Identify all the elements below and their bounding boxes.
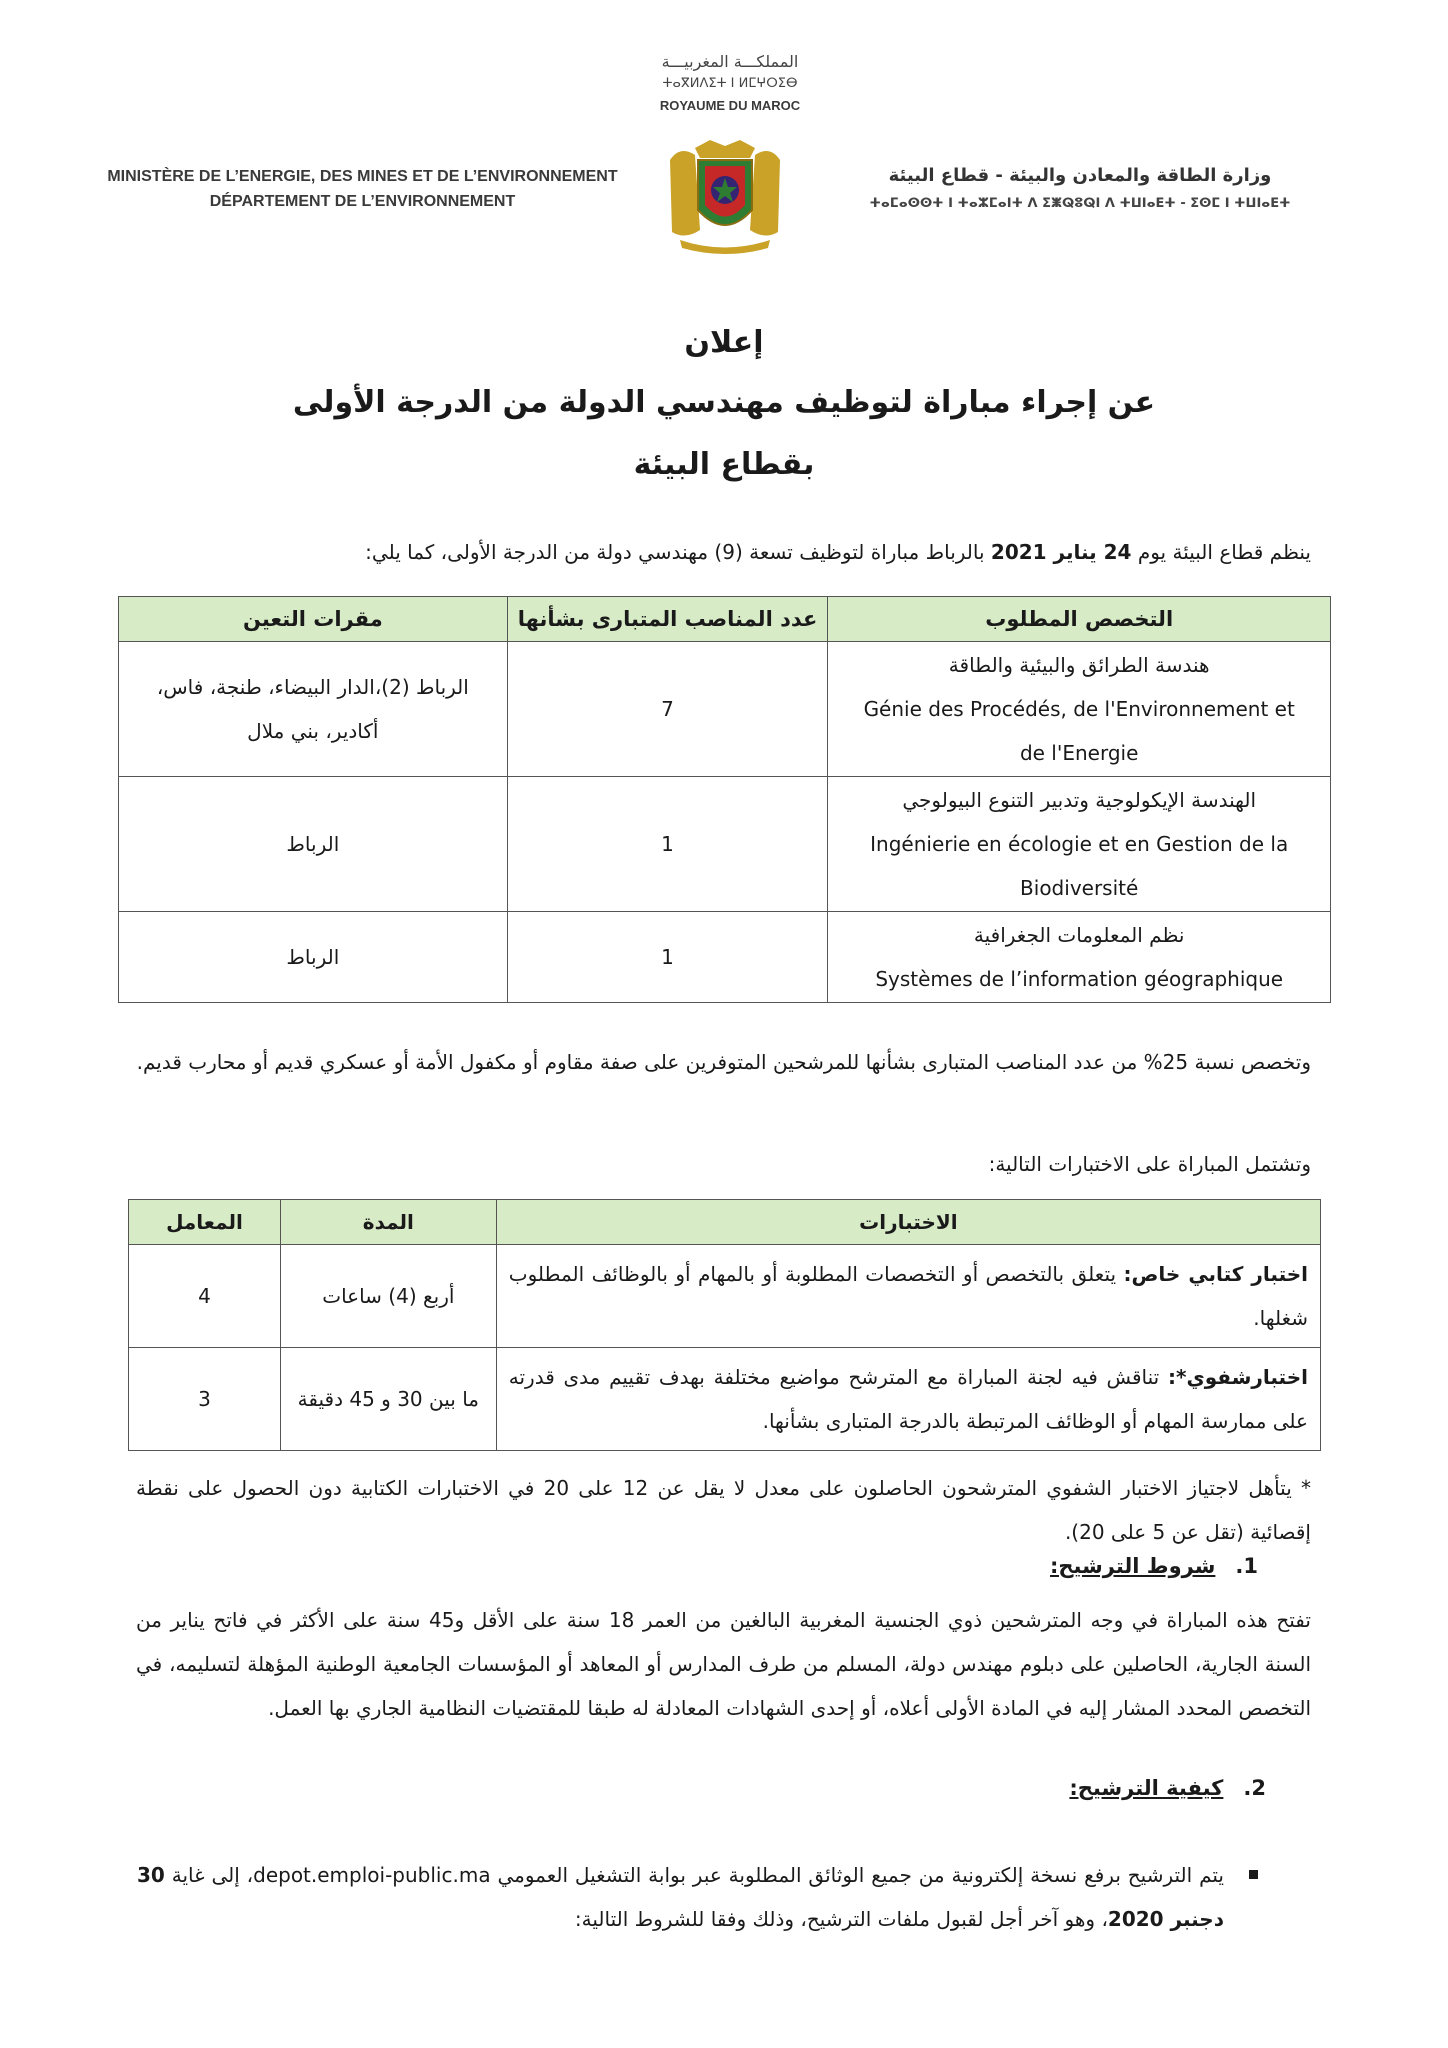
positions-table-header (119, 597, 1331, 642)
table-row (129, 1348, 1321, 1451)
header-duration: المدة (280, 1200, 496, 1245)
location-cell: الرباط (119, 912, 508, 1003)
coat-of-arms-emblem (660, 140, 790, 255)
count-cell: 7 (507, 642, 828, 777)
bullet-icon (1249, 1870, 1258, 1879)
specialty-cell: نظم المعلومات الجغرافية Systèmes de l’information géographique (828, 912, 1331, 1003)
exams-table (128, 1199, 1321, 1451)
oral-exam-footnote: * يتأهل لاجتياز الاختبار الشفوي المترشحون الحاصلون على معدل لا يقل عن 12 على 20 في الاختبارات الكتابية دون الحصول على نقطة إقصائية (تقل عن 5 على 20). (136, 1476, 1311, 1544)
deadline-date: 30 دجنبر 2020 (137, 1863, 1224, 1931)
duration-cell: أربع (4) ساعات (280, 1245, 496, 1348)
ministry-ar: وزارة الطاقة والمعادن والبيئة - قطاع البيئة (888, 165, 1272, 186)
exams-table-header (129, 1200, 1321, 1245)
ministry-fr-line2: DÉPARTEMENT DE L’ENVIRONNEMENT (209, 193, 516, 210)
table-row (129, 1245, 1321, 1348)
header-specialty: التخصص المطلوب (828, 597, 1331, 642)
table-row (119, 912, 1331, 1003)
intro-date: 24 يناير 2021 (990, 540, 1132, 564)
section1-heading: 1.شروط الترشيح: (1050, 1554, 1258, 1578)
exam-cell: اختبار كتابي خاص: يتعلق بالتخصص أو التخصصات المطلوبة أو بالمهام أو بالوظائف المطلوب شغلها. (496, 1245, 1320, 1348)
specialty-cell: هندسة الطرائق والبيئية والطاقة Génie des Procédés, de l'Environnement et de l'Energie (828, 642, 1331, 777)
specialty-cell: الهندسة الإيكولوجية وتدبير التنوع البيولوجي Ingénierie en écologie et en Gestion de la Biodiversité (828, 777, 1331, 912)
exams-intro: وتشتمل المباراة على الاختبارات التالية: (988, 1152, 1311, 1176)
announcement-subtitle: عن إجراء مباراة لتوظيف مهندسي الدولة من الدرجة الأولى (292, 385, 1156, 420)
location-cell: الرباط (119, 777, 508, 912)
intro-paragraph: ينظم قطاع البيئة يوم 24 يناير 2021 بالرباط مباراة لتوظيف تسعة (9) مهندسي دولة من الدرجة الأولى، كما يلي: (365, 540, 1311, 564)
section2-heading: 2.كيفية الترشيح: (1069, 1776, 1266, 1800)
header-exams: الاختبارات (496, 1200, 1320, 1245)
positions-table (118, 596, 1331, 1003)
announcement-title: إعلان (684, 325, 764, 360)
duration-cell: ما بين 30 و 45 دقيقة (280, 1348, 496, 1451)
coefficient-cell: 4 (129, 1245, 281, 1348)
exam-cell: اختبارشفوي*: تناقش فيه لجنة المباراة مع المترشح مواضيع مختلفة بهدف تقييم مدى قدرته على ممارسة المهام أو الوظائف المرتبطة بالدرجة المتبارى بشأنها. (496, 1348, 1320, 1451)
count-cell: 1 (507, 777, 828, 912)
location-cell: الرباط (2)،الدار البيضاء، طنجة، فاس، أكادير، بني ملال (119, 642, 508, 777)
table-row (119, 642, 1331, 777)
header-count: عدد المناصب المتبارى بشأنها (507, 597, 828, 642)
header-coefficient: المعامل (129, 1200, 281, 1245)
section2-bullet-text: يتم الترشيح برفع نسخة إلكترونية من جميع الوثائق المطلوبة عبر بوابة التشغيل العمومي depot.emploi-public.ma، إلى غاية 30 دجنبر 2020، وهو آخر أجل لقبول ملفات الترشيح، وذلك وفقا للشروط التالية: (137, 1863, 1224, 1931)
kingdom-tifinagh: ⵜⴰⴳⵍⴷⵉⵜ ⵏ ⵍⵎⵖⵔⵉⴱ (662, 76, 798, 91)
kingdom-fr: ROYAUME DU MAROC (659, 98, 801, 113)
ministry-fr-line1: MINISTÈRE DE L’ENERGIE, DES MINES ET DE L’ENVIRONNEMENT (107, 168, 618, 185)
section1-paragraph: تفتح هذه المباراة في وجه المترشحين ذوي الجنسية المغربية البالغين من العمر 18 سنة على الأقل و45 سنة على الأكثر في فاتح يناير من السنة الجارية، الحاصلين على دبلوم مهندس دولة، المسلم من طرف المدارس أو المعاهد أو المؤسسات الجامعية الوطنية المؤهلة لتسليمه، في التخصص المحدد المشار إليه في المادة الأولى أعلاه، أو إحدى الشهادات المعادلة له طبقا للمقتضيات النظامية الجاري بها العمل. (136, 1608, 1311, 1720)
count-cell: 1 (507, 912, 828, 1003)
quota-paragraph: وتخصص نسبة 25% من عدد المناصب المتبارى بشأنها للمرشحين المتوفرين على صفة مقاوم أو مكفول الأمة أو عسكري قديم أو محارب قديم. (136, 1050, 1311, 1074)
ministry-tifinagh: ⵜⴰⵎⴰⵙⵙⵜ ⵏ ⵜⴰⵣⵎⴰⵏⵜ ⴷ ⵉⵥⵕⵓⵕⵏ ⴷ ⵜⵡⵏⴰⴹⵜ - ⵉⵙⵎ ⵏ ⵜⵡⵏⴰⴹⵜ (869, 196, 1291, 211)
table-row (119, 777, 1331, 912)
coefficient-cell: 3 (129, 1348, 281, 1451)
announcement-sector: بقطاع البيئة (633, 447, 815, 482)
kingdom-ar: المملكـــة المغربيـــة (661, 52, 799, 71)
header-location: مقرات التعين (119, 597, 508, 642)
